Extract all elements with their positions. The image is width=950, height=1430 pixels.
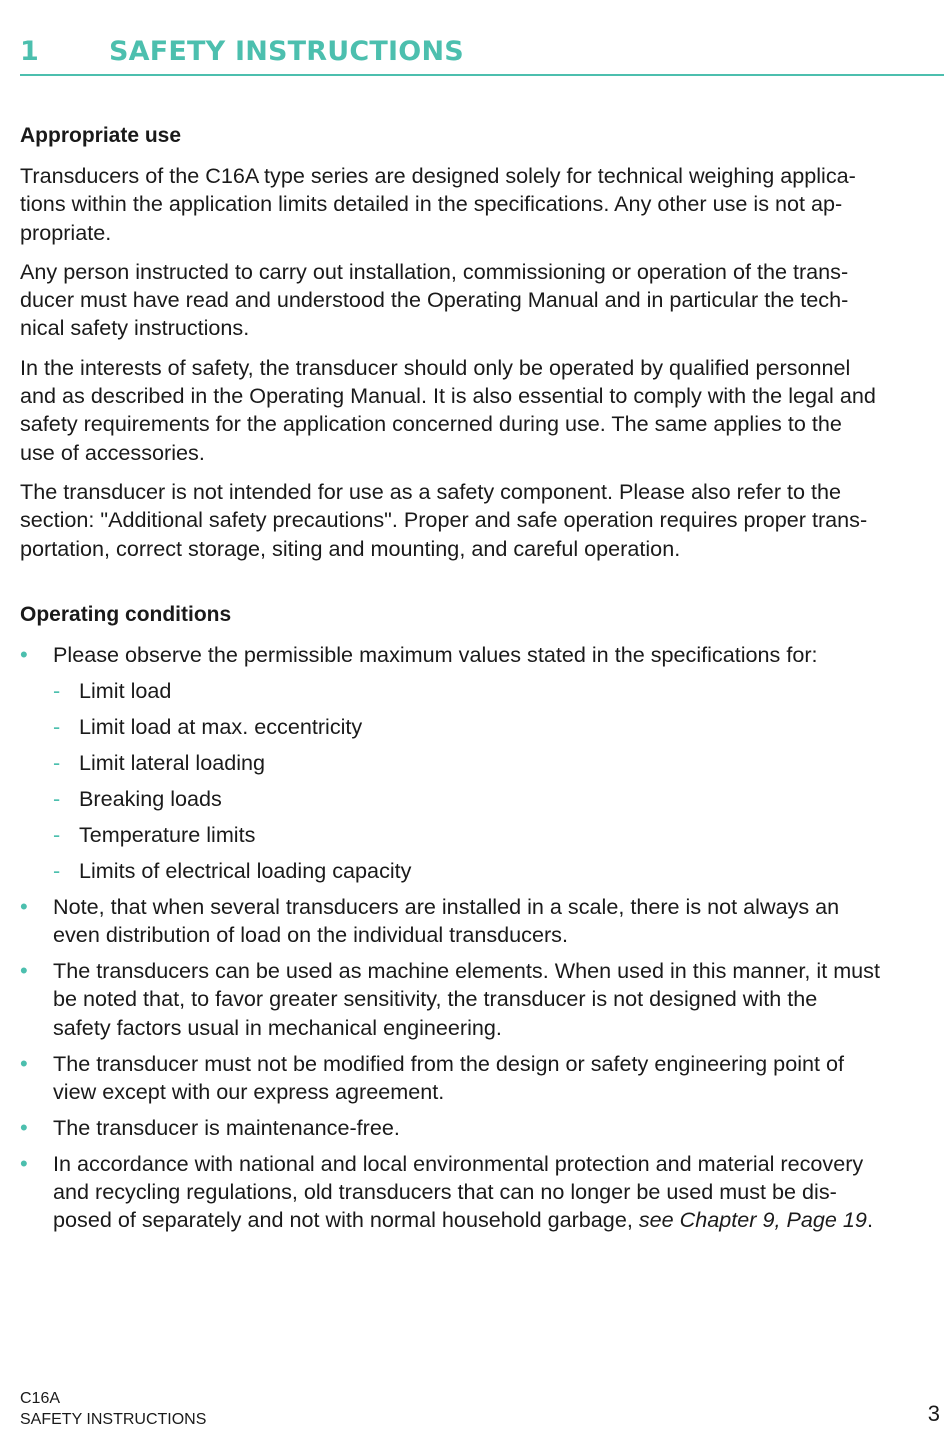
text-line: The transducer is maintenance-free. xyxy=(53,1114,400,1140)
list-item xyxy=(20,893,944,950)
paragraph xyxy=(20,478,944,563)
dash-icon: - xyxy=(53,749,61,775)
sub-list-item-text: Limits of electrical loading capacity xyxy=(79,857,412,883)
page-number: 3 xyxy=(927,1401,940,1426)
sub-list-item xyxy=(53,677,944,705)
paragraph xyxy=(20,258,944,343)
sub-list-item-text: Breaking loads xyxy=(79,785,222,811)
dash-icon: - xyxy=(53,821,61,847)
paragraph xyxy=(20,162,944,247)
text-line: Any person instructed to carry out installation, commissioning or operation of the trans- xyxy=(20,258,849,284)
appropriate-use-section xyxy=(20,122,944,563)
page-footer xyxy=(20,1388,206,1430)
sub-list-item xyxy=(53,749,944,777)
sub-list-item xyxy=(53,785,944,813)
text-line: and as described in the Operating Manual. It is also essential to comply with the legal and xyxy=(20,383,876,409)
list-item xyxy=(20,641,944,885)
bullet-icon: • xyxy=(20,642,28,667)
sub-list-item-text: Limit lateral loading xyxy=(79,749,266,775)
bullet-icon: • xyxy=(20,893,28,919)
dash-icon: - xyxy=(53,785,61,811)
list-item xyxy=(20,957,944,1042)
text-line: In accordance with national and local environmental protection and material recovery xyxy=(53,1150,864,1176)
section-heading-appropriate-use: Appropriate use xyxy=(20,124,182,147)
text-line: ducer must have read and understood the Operating Manual and in particular the tech- xyxy=(20,287,849,313)
dash-icon: - xyxy=(53,713,61,739)
text-line: propriate. xyxy=(20,219,112,245)
bullet-icon: • xyxy=(20,1114,28,1140)
chapter-number: 1 xyxy=(20,36,39,67)
sub-list-item xyxy=(53,821,944,849)
bullet-icon: • xyxy=(20,1150,28,1176)
text-line: safety requirements for the application concerned during use. The same applies to the xyxy=(20,411,842,437)
sub-list-item-text: Temperature limits xyxy=(79,821,256,847)
sub-list-item-text: Limit load xyxy=(79,677,172,703)
list-item-text: Please observe the permissible maximum values stated in the specifications for: xyxy=(53,642,818,667)
footer-product: C16A xyxy=(20,1390,61,1407)
text-line: tions within the application limits detailed in the specifications. Any other use is not ap- xyxy=(20,191,843,217)
footer-section: SAFETY INSTRUCTIONS xyxy=(20,1411,207,1428)
chapter-reference-link[interactable]: see Chapter 9, Page 19 xyxy=(638,1207,867,1233)
text-line: use of accessories. xyxy=(20,439,205,465)
bullet-icon: • xyxy=(20,1050,28,1076)
text-line: The transducer is not intended for use as a safety component. Please also refer to the xyxy=(20,478,842,504)
chapter-title: SAFETY INSTRUCTIONS xyxy=(109,36,464,67)
text-line: The transducers can be used as machine elements. When used in this manner, it must xyxy=(53,957,880,983)
sub-list-item xyxy=(53,857,944,885)
text-line: portation, correct storage, siting and mounting, and careful operation. xyxy=(20,535,681,561)
list-item xyxy=(20,1114,944,1142)
text-line-end: . xyxy=(866,1207,873,1233)
sub-list-item-text: Limit load at max. eccentricity xyxy=(79,713,363,739)
text-line: posed of separately and not with normal household garbage, xyxy=(53,1207,639,1233)
list-item xyxy=(20,1050,944,1107)
sub-list-item xyxy=(53,713,944,741)
text-line: The transducer must not be modified from the design or safety engineering point of xyxy=(53,1050,845,1076)
text-line: Note, that when several transducers are installed in a scale, there is not always an xyxy=(53,893,840,919)
text-line: even distribution of load on the individual transducers. xyxy=(53,922,568,947)
text-line: safety factors usual in mechanical engineering. xyxy=(53,1014,502,1040)
text-line: be noted that, to favor greater sensitivity, the transducer is not designed with the xyxy=(53,986,818,1012)
text-line: section: "Additional safety precautions". Proper and safe operation requires proper trans- xyxy=(20,507,868,533)
dash-icon: - xyxy=(53,677,61,703)
operating-conditions-section xyxy=(20,601,944,1242)
bullet-list xyxy=(20,641,944,1235)
text-line: view except with our express agreement. xyxy=(53,1078,445,1104)
text-line: In the interests of safety, the transducer should only be operated by qualified personnel xyxy=(20,354,851,380)
bullet-icon: • xyxy=(20,957,28,983)
paragraph xyxy=(20,354,944,467)
text-line: Transducers of the C16A type series are designed solely for technical weighing applica- xyxy=(20,163,856,188)
text-line: and recycling regulations, old transducers that can no longer be used must be dis- xyxy=(53,1179,837,1205)
chapter-header xyxy=(20,34,944,76)
sub-list xyxy=(53,677,944,885)
text-line: nical safety instructions. xyxy=(20,315,250,341)
list-item xyxy=(20,1150,944,1235)
dash-icon: - xyxy=(53,857,61,883)
section-heading-operating-conditions: Operating conditions xyxy=(20,603,232,626)
